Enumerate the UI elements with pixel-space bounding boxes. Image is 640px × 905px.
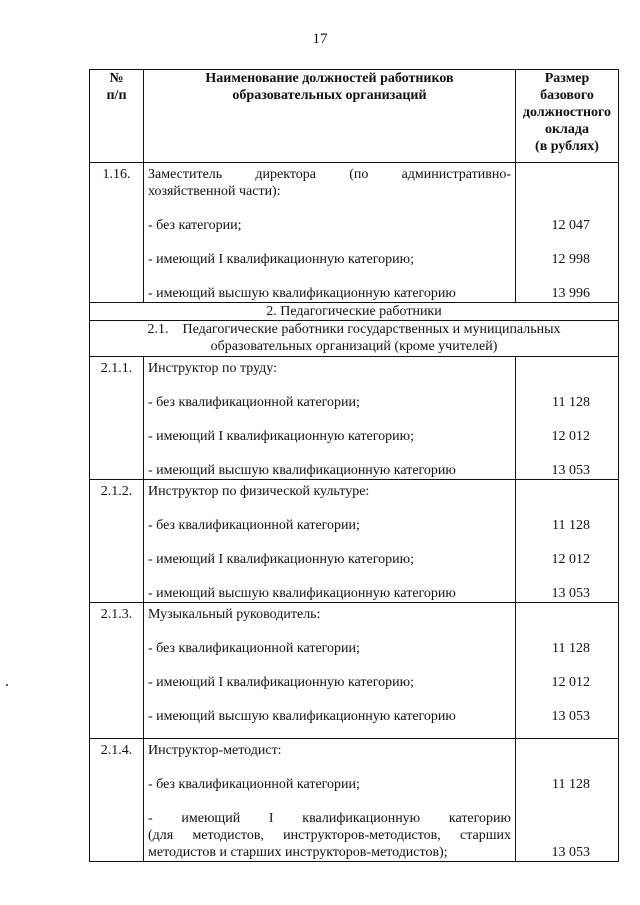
salary-value: 11 128 <box>552 641 590 656</box>
section-title: 2. Педагогические работники <box>90 303 619 321</box>
list-item: - имеющий I квалификационную категорию; <box>148 252 414 267</box>
page-number: 17 <box>312 31 328 47</box>
salary-cell <box>516 603 619 739</box>
list-item: - без квалификационной категории; <box>148 777 360 792</box>
salary-value: 11 128 <box>552 777 590 792</box>
header-number-line2: п/п <box>106 88 127 103</box>
table-row <box>90 357 619 480</box>
row-number: 1.16. <box>90 163 144 303</box>
list-item: - имеющий I квалификационную категорию; <box>148 429 414 444</box>
row-number: 2.1.1. <box>90 357 144 480</box>
salary-value: 12 047 <box>551 218 590 233</box>
salary-value: 12 012 <box>551 675 590 690</box>
list-item: - имеющий высшую квалификационную категорию <box>148 286 456 301</box>
salary-cell <box>516 357 619 480</box>
salary-value: 12 012 <box>551 429 590 444</box>
subsection-title-line1 <box>90 321 618 338</box>
table-row <box>90 163 619 303</box>
position-cell <box>144 603 516 739</box>
salary-cell <box>516 163 619 303</box>
list-item-line3: методистов и старших инструкторов-методистов); <box>148 845 448 860</box>
position-title: Инструктор-методист: <box>148 743 282 758</box>
header-salary-line2: базового <box>540 88 594 103</box>
list-item: - без квалификационной категории; <box>148 518 360 533</box>
position-title: Инструктор по физической культуре: <box>148 484 370 499</box>
salary-value: 11 128 <box>552 395 590 410</box>
salary-value: 13 053 <box>551 845 590 860</box>
table-header-row <box>90 70 619 163</box>
position-title: Инструктор по труду: <box>148 361 278 376</box>
header-salary-line4: оклада <box>544 122 589 137</box>
header-salary-line1: Размер <box>544 71 590 86</box>
subsection-row <box>90 321 619 357</box>
list-item: - имеющий I квалификационную категорию; <box>148 552 414 567</box>
salary-value: 11 128 <box>552 518 590 533</box>
row-number: 2.1.3. <box>90 603 144 739</box>
list-item-line1: - имеющий I квалификационную категорию <box>148 811 511 826</box>
scan-speck <box>6 684 8 686</box>
table-row <box>90 603 619 739</box>
header-salary-cell <box>516 70 619 163</box>
list-item: - имеющий I квалификационную категорию; <box>148 675 414 690</box>
position-cell <box>144 357 516 480</box>
list-item: - имеющий высшую квалификационную категорию <box>148 709 456 724</box>
header-number-line1: № <box>109 71 124 86</box>
header-salary-line5: (в рублях) <box>535 139 599 154</box>
salary-table <box>89 69 619 862</box>
subsection-number: 2.1. <box>147 322 169 337</box>
list-item: - без квалификационной категории; <box>148 641 360 656</box>
table-row <box>90 480 619 603</box>
row-number: 2.1.2. <box>90 480 144 603</box>
position-title: Музыкальный руководитель: <box>148 607 321 622</box>
position-cell <box>144 163 516 303</box>
list-item: - без категории; <box>148 218 242 233</box>
subsection-cell <box>90 321 619 357</box>
salary-value: 13 996 <box>551 286 590 301</box>
header-name-cell <box>144 70 516 163</box>
header-number-cell <box>90 70 144 163</box>
salary-cell <box>516 480 619 603</box>
list-item: - имеющий высшую квалификационную категорию <box>148 463 456 478</box>
salary-value: 12 012 <box>551 552 590 567</box>
position-cell <box>144 480 516 603</box>
header-salary-line3: должностного <box>522 105 612 120</box>
header-name-line2: образовательных организаций <box>232 88 427 103</box>
section-row <box>90 303 619 321</box>
salary-value: 13 053 <box>551 463 590 478</box>
row-number: 2.1.4. <box>90 739 144 862</box>
salary-value: 13 053 <box>551 586 590 601</box>
position-title-line1: Заместитель директора (по административно- <box>148 167 511 182</box>
position-title-line2: хозяйственной части): <box>148 184 281 199</box>
list-item: - без квалификационной категории; <box>148 395 360 410</box>
subsection-title-line2: образовательных организаций (кроме учителей) <box>210 339 498 354</box>
subsection-title: Педагогические работники государственных и муниципальных <box>182 322 561 337</box>
salary-value: 13 053 <box>551 709 590 724</box>
salary-cell <box>516 739 619 862</box>
list-item-line2: (для методистов, инструкторов-методистов, старших <box>148 828 511 843</box>
salary-value: 12 998 <box>551 252 590 267</box>
position-cell <box>144 739 516 862</box>
table-row <box>90 739 619 862</box>
header-name-line1: Наименование должностей работников <box>205 71 454 86</box>
list-item: - имеющий высшую квалификационную категорию <box>148 586 456 601</box>
